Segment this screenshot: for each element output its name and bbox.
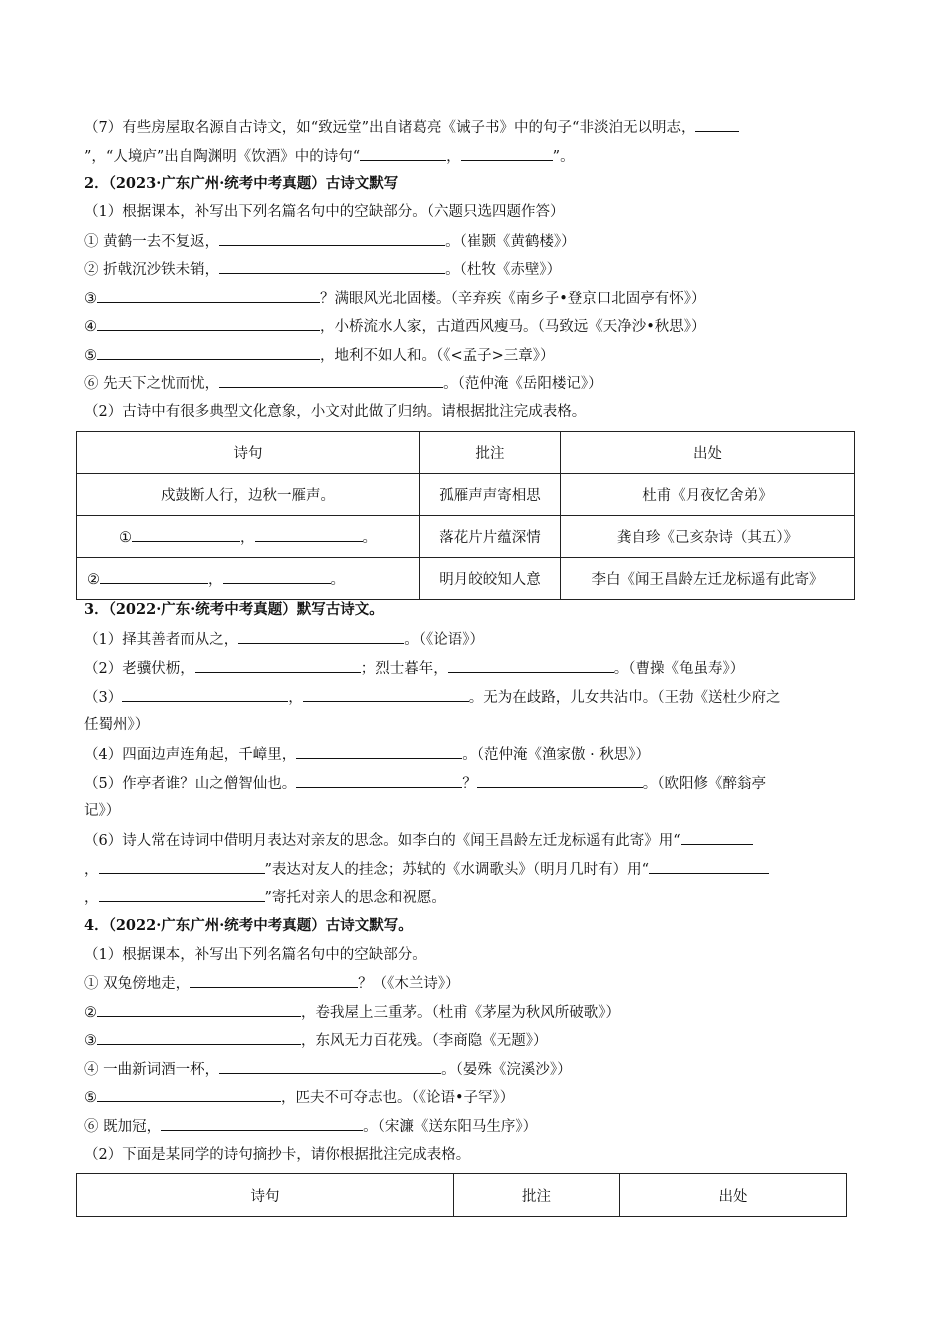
table-header: 出处 (561, 432, 855, 474)
q3-title: 3．（2022·广东·统考中考真题）默写古诗文。 (84, 601, 384, 618)
poem-cell: ① ， 。 (77, 516, 420, 558)
source-cell: 杜甫《月夜忆舍弟》 (561, 474, 855, 516)
answer-blank[interactable] (695, 117, 739, 132)
table-header: 诗句 (77, 432, 420, 474)
q4-title: 4．（2022·广东广州·统考中考真题）古诗文默写。 (84, 917, 413, 934)
poem-cell: 戍鼓断人行，边秋一雁声。 (77, 474, 420, 516)
q3-item-5: （5）作亭者谁？山之僧智仙也。 ？ 。（欧阳修《醉翁亭 (84, 773, 766, 794)
answer-blank[interactable] (238, 629, 404, 644)
answer-blank[interactable] (97, 1002, 301, 1017)
table-row (77, 474, 855, 516)
answer-blank[interactable] (97, 288, 320, 303)
q3-item-4: （4）四面边声连角起，千嶂里， 。（范仲淹《渔家傲 · 秋思》） (84, 744, 650, 765)
answer-blank[interactable] (132, 527, 240, 542)
note-cell: 明月皎皎知人意 (420, 558, 561, 600)
q4-item-6: ⑥ 既加冠， 。（宋濂《送东阳马生序》） (84, 1116, 537, 1137)
answer-blank[interactable] (195, 658, 361, 673)
answer-blank[interactable] (122, 687, 288, 702)
answer-blank[interactable] (100, 569, 208, 584)
answer-blank[interactable] (97, 345, 320, 360)
q2-item-4: ④ ，小桥流水人家，古道西风瘦马。（马致远《天净沙•秋思》） (84, 316, 706, 337)
answer-blank[interactable] (477, 773, 643, 788)
q4-excerpt-table (76, 1173, 847, 1217)
table-header: 诗句 (77, 1174, 454, 1217)
answer-blank[interactable] (161, 1116, 363, 1131)
q3-item-6: （6）诗人常在诗词中借明月表达对亲友的思念。如李白的《闻王昌龄左迁龙标遥有此寄》用“ (84, 830, 753, 851)
q2-title: 2．（2023·广东广州·统考中考真题）古诗文默写 (84, 175, 399, 192)
q2-item-2: ② 折戟沉沙铁未销， 。（杜牧《赤壁》） (84, 259, 561, 280)
q2-item-1: ① 黄鹤一去不复返， 。（崔颢《黄鹤楼》） (84, 231, 576, 252)
answer-blank[interactable] (296, 744, 462, 759)
note-cell: 孤雁声声寄相思 (420, 474, 561, 516)
intro-line-2: ”，“人境庐”出自陶渊明《饮酒》中的诗句“ ， ”。 (84, 146, 575, 167)
answer-blank[interactable] (461, 146, 553, 161)
q3-item-3: （3） ， 。无为在歧路，儿女共沾巾。（王勃《送杜少府之 (84, 687, 780, 708)
q2-item-6: ⑥ 先天下之忧而忧， 。（范仲淹《岳阳楼记》） (84, 373, 603, 394)
answer-blank[interactable] (223, 569, 331, 584)
answer-blank[interactable] (97, 1087, 281, 1102)
table-header: 出处 (620, 1174, 847, 1217)
q3-item-2: （2）老骥伏枥， ；烈士暮年， 。（曹操《龟虽寿》） (84, 658, 744, 679)
answer-blank[interactable] (255, 527, 363, 542)
q4-item-4: ④ 一曲新词酒一杯， 。（晏殊《浣溪沙》） (84, 1059, 572, 1080)
answer-blank[interactable] (219, 259, 445, 274)
q3-item-5-cont: 记》） (84, 803, 121, 819)
q4-item-5: ⑤ ，匹夫不可夺志也。（《论语•子罕》） (84, 1087, 514, 1108)
q3-item-6-end: ， ”寄托对亲人的思念和祝愿。 (84, 887, 446, 908)
note-cell: 落花片片蕴深情 (420, 516, 561, 558)
q2-item-5: ⑤ ，地利不如人和。（《<孟子>三章》） (84, 345, 555, 366)
table-row (77, 516, 855, 558)
answer-blank[interactable] (99, 887, 265, 902)
answer-blank[interactable] (448, 658, 614, 673)
q3-item-6-cont: ， ”表达对友人的挂念；苏轼的《水调歌头》（明月几时有）用“ (84, 859, 769, 880)
intro-line-1: （7）有些房屋取名源自古诗文，如“致远堂”出自诸葛亮《诫子书》中的句子“非淡泊无以明志， (84, 117, 739, 138)
q4-part2-instruction: （2）下面是某同学的诗句摘抄卡，请你根据批注完成表格。 (84, 1147, 471, 1163)
q4-item-1: ① 双兔傍地走， ？（《木兰诗》） (84, 973, 460, 994)
q2-part1-instruction: （1）根据课本，补写出下列名篇名句中的空缺部分。（六题只选四题作答） (84, 204, 565, 220)
answer-blank[interactable] (219, 231, 445, 246)
answer-blank[interactable] (219, 1059, 441, 1074)
answer-blank[interactable] (296, 773, 462, 788)
q3-item-1: （1）择其善者而从之， 。（《论语》） (84, 629, 484, 650)
q3-item-3-cont: 任蜀州》） (84, 717, 150, 733)
answer-blank[interactable] (360, 146, 446, 161)
answer-blank[interactable] (190, 973, 358, 988)
answer-blank[interactable] (681, 830, 753, 845)
answer-blank[interactable] (219, 373, 443, 388)
answer-blank[interactable] (97, 1030, 301, 1045)
source-cell: 龚自珍《己亥杂诗（其五）》 (561, 516, 855, 558)
table-row (77, 558, 855, 600)
q4-item-2: ② ，卷我屋上三重茅。（杜甫《茅屋为秋风所破歌》） (84, 1002, 620, 1023)
q2-part2-instruction: （2）古诗中有很多典型文化意象，小文对此做了归纳。请根据批注完成表格。 (84, 404, 587, 420)
q2-culture-table (76, 431, 855, 600)
source-cell: 李白《闻王昌龄左迁龙标遥有此寄》 (561, 558, 855, 600)
poem-cell: ② ， 。 (77, 558, 420, 600)
answer-blank[interactable] (97, 316, 320, 331)
q2-item-3: ③ ？满眼风光北固楼。（辛弃疾《南乡子•登京口北固亭有怀》） (84, 288, 706, 309)
q4-item-3: ③ ，东风无力百花残。（李商隐《无题》） (84, 1030, 548, 1051)
answer-blank[interactable] (99, 859, 265, 874)
table-header: 批注 (420, 432, 561, 474)
table-header: 批注 (454, 1174, 620, 1217)
q4-part1-instruction: （1）根据课本，补写出下列名篇名句中的空缺部分。 (84, 947, 427, 963)
answer-blank[interactable] (649, 859, 769, 874)
answer-blank[interactable] (303, 687, 469, 702)
